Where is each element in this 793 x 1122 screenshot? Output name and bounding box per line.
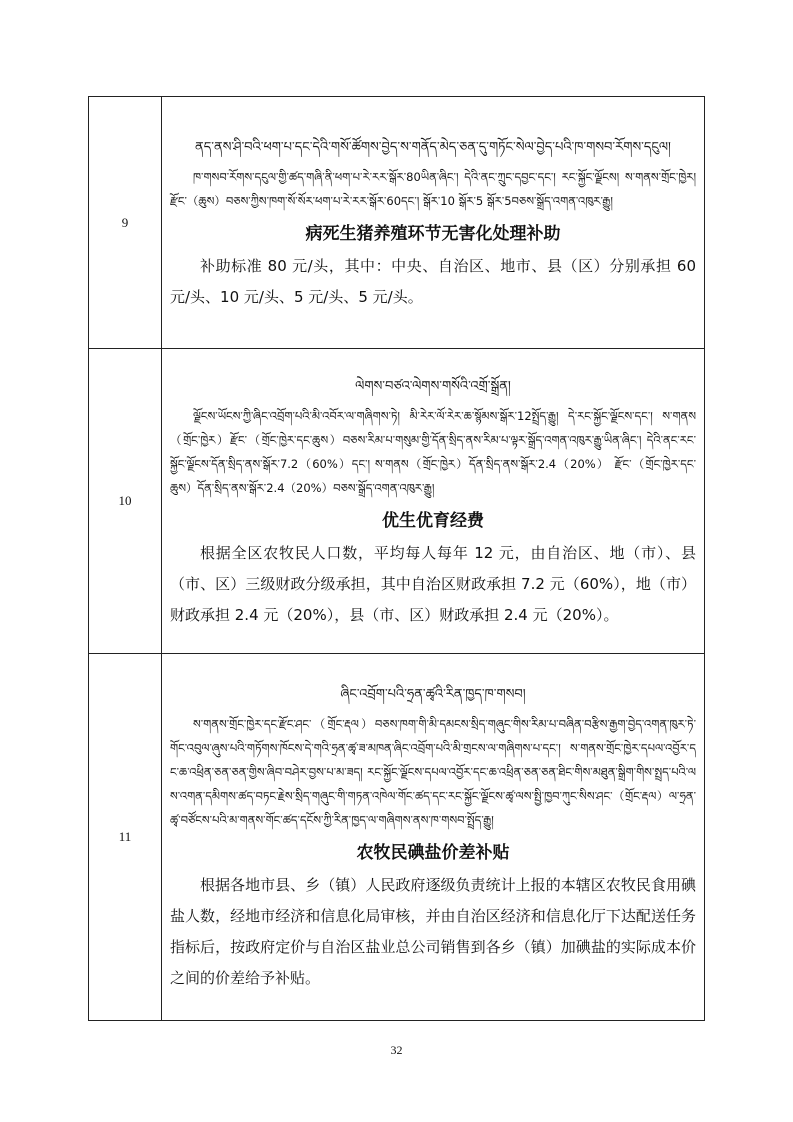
tibetan-text: ཁ་གསབ་རོགས་དངུལ་གྱི་ཚད་གཞི་ནི་ཕག་པ་རེ་རར་སྒོར་80ཡིན་ཞིང་། དེའི་ནང་ཀྲུང་དབྱང་དང་། རང་སྐྱོང་ལྗོངས། ས་གནས་གྲོང་ཁྱེར། རྫོང་（ཆུས）བཅས་ཀྱིས་ཁག་སོ་སོར་ཕག་པ་རེ་རར་སྒོར་60དང་། སྒོར་10 སྒོར་5 སྒོར་5བཅས་སྒྲོད་འགན་འཁུར་རྒྱུ། <box>170 169 696 208</box>
chinese-title: 优生优育经费 <box>382 510 484 531</box>
chinese-text: 补助标准 80 元/头，其中：中央、自治区、地市、县（区）分别承担 60 元/头、10 元/头、5 元/头、5 元/头。 <box>170 256 696 306</box>
table-row <box>89 349 705 654</box>
tibetan-title: ནད་ནས་ཤི་བའི་ཕག་པ་དང་དེའི་གསོ་ཚོགས་བྱེད་ས་གནོད་མེད་ཅན་དུ་གཏོང་སེལ་བྱེད་པའི་ཁ་གསབ་རོགས་དངུལ། <box>195 139 671 155</box>
tibetan-title: ལེགས་བཙའ་ལེགས་གསོའི་འགྲོ་སྒྲོན། <box>355 378 511 394</box>
chinese-title: 病死生猪养殖环节无害化处理补助 <box>305 223 561 244</box>
chinese-title: 农牧民碘盐价差补贴 <box>356 843 510 863</box>
table-row <box>89 97 705 349</box>
page-number: 32 <box>390 1043 403 1057</box>
chinese-text: 根据全区农牧民人口数，平均每人每年 12 元，由自治区、地（市）、县（市、区）三级财政分级承担，其中自治区财政承担 7.2 元（60%），地（市）财政承担 2.4 元（20%），县（市、区）财政承担 2.4 元（20%）。 <box>170 543 696 624</box>
tibetan-text: ལྗོངས་ཡོངས་ཀྱི་ཞིང་འབྲོག་པའི་མི་འབོར་ལ་གཞིགས་ཏེ། མི་རེར་ལོ་རེར་ཆ་སྙོམས་སྒོར་12སྤྲོད་རྒྱུ། དེ་རང་སྐྱོང་ལྗོངས་དང་། ས་གནས（གྲོང་ཁྱེར）རྫོང་（གྲོང་ཁྱེར་དང་ཆུས）བཅས་རིམ་པ་གསུམ་གྱི་དོན་སྲིད་ནས་རིམ་པ་ལྟར་སྒྲོད་འགན་འཁུར་རྒྱུ་ཡིན་ཞིང་། དེའི་ནང་རང་སྐྱོང་ལྗོངས་དོན་སྲིད་ནས་སྒོར་7.2（60%）དང་། ས་གནས（གྲོང་ཁྱེར）དོན་སྲིད་ནས་སྒོར་2.4（20%） རྫོང་（གྲོང་ཁྱེར་དང་ཆུས）དོན་སྲིད་ནས་སྒོར་2.4（20%）བཅས་སྒྲོད་འགན་འཁུར་རྒྱུ། <box>170 408 696 495</box>
row-number: 11 <box>89 654 162 1021</box>
subsidy-table <box>88 96 705 1021</box>
row-number: 10 <box>89 349 162 654</box>
row-content <box>162 349 705 654</box>
table-row <box>89 654 705 1021</box>
row-content <box>162 97 705 349</box>
row-number: 9 <box>89 97 162 349</box>
chinese-text: 根据各地市县、乡（镇）人民政府逐级负责统计上报的本辖区农牧民食用碘盐人数，经地市经济和信息化局审核，并由自治区经济和信息化厅下达配送任务指标后，按政府定价与自治区盐业总公司销售到各乡（镇）加碘盐的实际成本价之间的价差给予补贴。 <box>170 876 696 987</box>
tibetan-title: ཞིང་འབྲོག་པའི་ཧྲན་ཚྭའི་རིན་ཁྱད་ཁ་གསབ། <box>340 687 526 702</box>
tibetan-text: ས་གནས་གྲོང་ཁྱེར་དང་རྫོང་ཤང་（གྲོང་རྡལ）བཅས་ཁག་གི་མི་དམངས་སྲིད་གཞུང་གིས་རིམ་པ་བཞིན་བརྩིས་རྒྱག་བྱེད་འགན་ཁུར་ཏེ་གོང་འབུལ་ཞུས་པའི་གཏོགས་ཁོངས་དེ་གའི་ཧྲན་ཚྭ་ཟ་མཁན་ཞིང་འབྲོག་པའི་མི་གྲངས་ལ་གཞིགས་པ་དང་། ས་གནས་གྲོང་ཁྱེར་དཔལ་འབྱོར་དང་ཆ་འཕྲིན་ཅན་ཅན་གྱིས་ཞིབ་བཤེར་བྱས་པ་མ་ཟད། རང་སྐྱོང་ལྗོངས་དཔལ་འབྱོར་དང་ཆ་འཕྲིན་ཅན་ཅན་ཐིང་གིས་མཐུན་སྒྲིག་གིས་སྤྲད་པའི་ལས་འགན་དམིགས་ཚད་བཏང་རྗེས་སྲིད་གཞུང་གི་གཏན་འཁེལ་གོང་ཚད་དང་རང་སྐྱོང་ལྗོངས་ཚྭ་ལས་སྤྱི་ཁྱབ་ཀུང་སིས་ཤང་（གྲོང་རྡལ）ལ་ཧྲན་ཚྭ་བཙོངས་པའི་མ་གནས་གོང་ཚད་དངོས་ཀྱི་རིན་ཁྱད་ལ་གཞིགས་ནས་ཁ་གསབ་སྤྲོད་རྒྱུ། <box>170 717 696 827</box>
row-content <box>162 654 705 1021</box>
